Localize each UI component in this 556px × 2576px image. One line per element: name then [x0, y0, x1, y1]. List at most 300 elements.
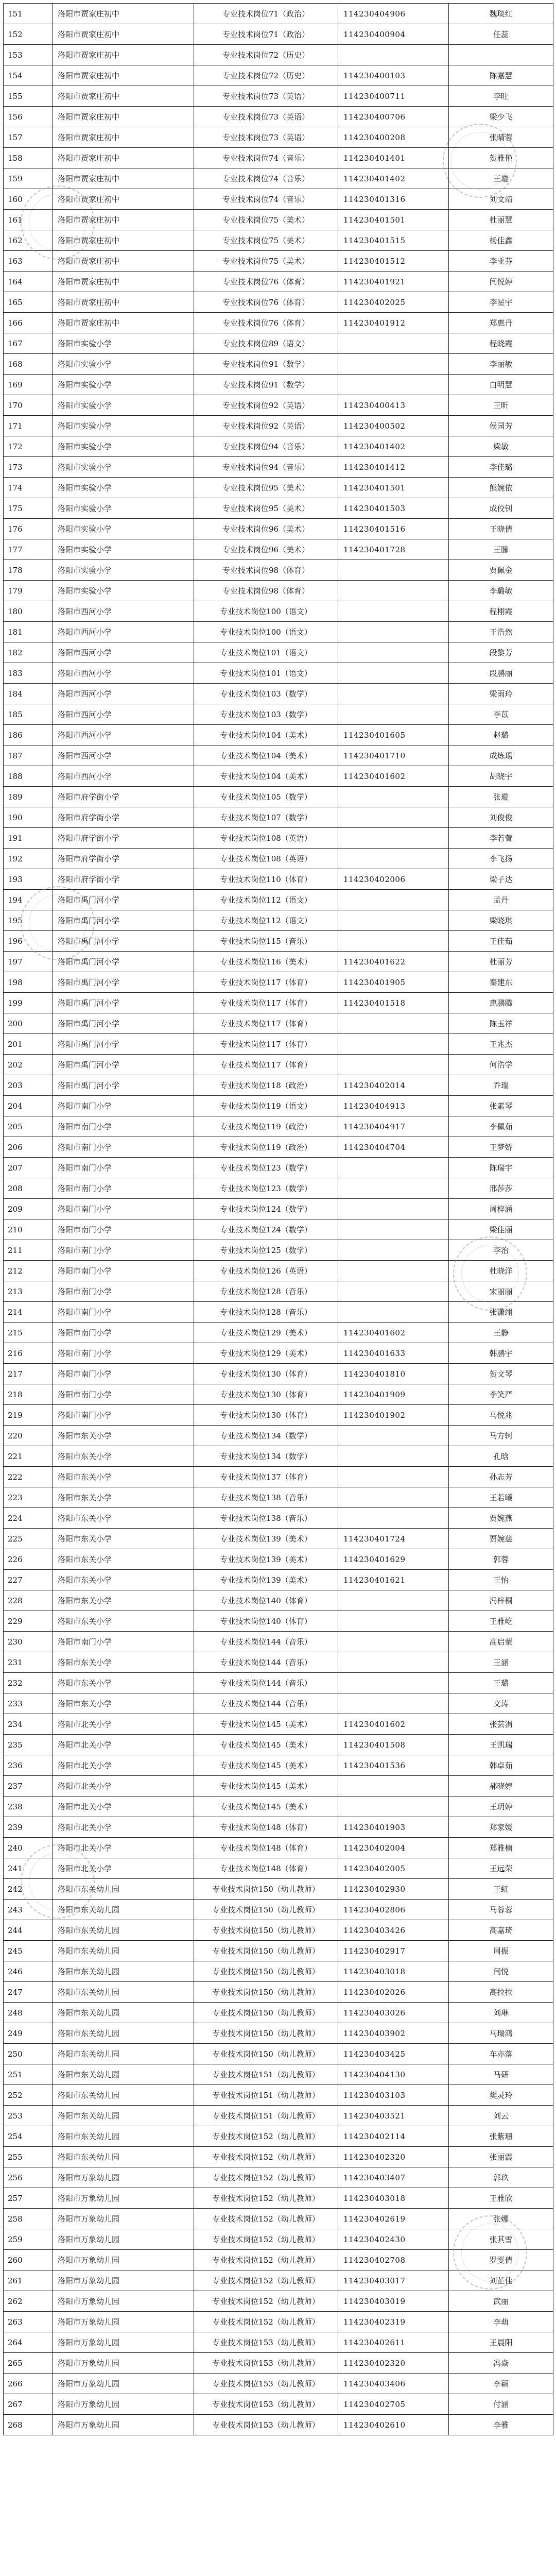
cell-post: 专业技术岗位101（语文）	[194, 642, 338, 663]
cell-name: 陈嘉慧	[449, 65, 553, 86]
cell-unit: 洛阳市南门小学	[53, 1281, 194, 1302]
cell-post: 专业技术岗位150（幼儿教师）	[194, 1879, 338, 1900]
table-row	[4, 4, 553, 24]
cell-post: 专业技术岗位151（幼儿教师）	[194, 2106, 338, 2126]
cell-no: 256	[4, 2167, 53, 2188]
cell-unit: 洛阳市西河小学	[53, 684, 194, 704]
cell-post: 专业技术岗位110（体育）	[194, 869, 338, 890]
cell-post: 专业技术岗位73（英语）	[194, 107, 338, 127]
table-row	[4, 86, 553, 107]
cell-ticket	[338, 704, 449, 725]
table-row	[4, 1199, 553, 1219]
cell-no: 197	[4, 952, 53, 972]
table-row	[4, 127, 553, 148]
cell-unit: 洛阳市贾家庄初中	[53, 292, 194, 313]
cell-post: 专业技术岗位98（体育）	[194, 560, 338, 581]
cell-name: 李旺	[449, 86, 553, 107]
cell-unit: 洛阳市实验小学	[53, 416, 194, 436]
cell-post: 专业技术岗位130（体育）	[194, 1384, 338, 1405]
cell-name: 李星宇	[449, 292, 553, 313]
cell-name: 段黎芳	[449, 642, 553, 663]
cell-ticket: 114230403019	[338, 2291, 449, 2312]
cell-unit: 洛阳市实验小学	[53, 333, 194, 354]
cell-name: 魏琰红	[449, 4, 553, 24]
cell-name: 王雅欣	[449, 2188, 553, 2209]
cell-unit: 洛阳市南门小学	[53, 1405, 194, 1426]
cell-no: 154	[4, 65, 53, 86]
table-row	[4, 1467, 553, 1487]
cell-name: 李飞扬	[449, 849, 553, 869]
cell-unit: 洛阳市贾家庄初中	[53, 251, 194, 272]
cell-ticket: 114230401728	[338, 539, 449, 560]
table-row	[4, 148, 553, 168]
cell-name: 王浩然	[449, 622, 553, 642]
cell-ticket	[338, 1034, 449, 1055]
cell-unit: 洛阳市贾家庄初中	[53, 45, 194, 65]
cell-ticket: 114230402026	[338, 1982, 449, 2003]
cell-post: 专业技术岗位125（数学）	[194, 1240, 338, 1261]
cell-unit: 洛阳市实验小学	[53, 519, 194, 539]
cell-ticket	[338, 1219, 449, 1240]
cell-name: 马研	[449, 2064, 553, 2085]
cell-post: 专业技术岗位107（数学）	[194, 807, 338, 828]
cell-ticket	[338, 1240, 449, 1261]
cell-ticket	[338, 1632, 449, 1652]
cell-no: 232	[4, 1673, 53, 1693]
cell-post: 专业技术岗位145（美术）	[194, 1714, 338, 1735]
cell-post: 专业技术岗位138（音乐）	[194, 1487, 338, 1508]
cell-no: 174	[4, 478, 53, 498]
cell-post: 专业技术岗位153（幼儿教师）	[194, 2374, 338, 2394]
cell-name: 李苡	[449, 704, 553, 725]
cell-ticket: 114230401902	[338, 1405, 449, 1426]
cell-post: 专业技术岗位145（美术）	[194, 1735, 338, 1755]
cell-post: 专业技术岗位152（幼儿教师）	[194, 2209, 338, 2229]
table-row	[4, 1570, 553, 1590]
cell-no: 151	[4, 4, 53, 24]
table-row	[4, 787, 553, 807]
cell-unit: 洛阳市南门小学	[53, 1178, 194, 1199]
cell-unit: 洛阳市万象幼儿园	[53, 2209, 194, 2229]
cell-unit: 洛阳市万象幼儿园	[53, 2332, 194, 2353]
cell-no: 155	[4, 86, 53, 107]
cell-unit: 洛阳市南门小学	[53, 1137, 194, 1158]
table-row	[4, 375, 553, 395]
cell-no: 164	[4, 272, 53, 292]
cell-post: 专业技术岗位74（音乐）	[194, 168, 338, 189]
table-row	[4, 1961, 553, 1982]
cell-post: 专业技术岗位130（体育）	[194, 1364, 338, 1384]
cell-ticket: 114230400711	[338, 86, 449, 107]
cell-post: 专业技术岗位95（美术）	[194, 478, 338, 498]
cell-post: 专业技术岗位108（英语）	[194, 849, 338, 869]
table-row	[4, 622, 553, 642]
table-row	[4, 1034, 553, 1055]
cell-no: 214	[4, 1302, 53, 1323]
cell-post: 专业技术岗位76（体育）	[194, 292, 338, 313]
cell-name: 李若萱	[449, 828, 553, 849]
cell-unit: 洛阳市禹门河小学	[53, 931, 194, 952]
cell-no: 228	[4, 1590, 53, 1611]
cell-unit: 洛阳市禹门河小学	[53, 1034, 194, 1055]
cell-no: 235	[4, 1735, 53, 1755]
table-row	[4, 45, 553, 65]
cell-name: 闫悦	[449, 1961, 553, 1982]
results-table-body	[4, 4, 553, 2435]
cell-name: 王怡	[449, 1570, 553, 1590]
cell-unit: 洛阳市南门小学	[53, 1116, 194, 1137]
cell-ticket: 114230401412	[338, 457, 449, 478]
cell-ticket	[338, 663, 449, 684]
cell-unit: 洛阳市万象幼儿园	[53, 2394, 194, 2415]
table-row	[4, 1405, 553, 1426]
cell-post: 专业技术岗位129（美术）	[194, 1323, 338, 1343]
cell-unit: 洛阳市万象幼儿园	[53, 2250, 194, 2270]
cell-unit: 洛阳市贾家庄初中	[53, 148, 194, 168]
table-row	[4, 1219, 553, 1240]
cell-unit: 洛阳市实验小学	[53, 395, 194, 416]
cell-unit: 洛阳市西河小学	[53, 745, 194, 766]
cell-ticket: 114230401710	[338, 745, 449, 766]
cell-post: 专业技术岗位96（美术）	[194, 519, 338, 539]
cell-no: 198	[4, 972, 53, 993]
cell-post: 专业技术岗位124（数学）	[194, 1199, 338, 1219]
cell-name: 张其雪	[449, 2229, 553, 2250]
cell-name: 高启蒙	[449, 1632, 553, 1652]
cell-post: 专业技术岗位152（幼儿教师）	[194, 2291, 338, 2312]
cell-no: 226	[4, 1549, 53, 1570]
cell-post: 专业技术岗位108（英语）	[194, 828, 338, 849]
cell-unit: 洛阳市东关小学	[53, 1446, 194, 1467]
cell-post: 专业技术岗位128（音乐）	[194, 1302, 338, 1323]
cell-no: 178	[4, 560, 53, 581]
cell-unit: 洛阳市东关小学	[53, 1611, 194, 1632]
cell-no: 199	[4, 993, 53, 1013]
cell-unit: 洛阳市东关小学	[53, 1487, 194, 1508]
cell-name: 王佳茹	[449, 931, 553, 952]
cell-ticket: 114230400706	[338, 107, 449, 127]
cell-post: 专业技术岗位144（音乐）	[194, 1693, 338, 1714]
cell-name: 王晓倩	[449, 519, 553, 539]
cell-ticket: 114230401903	[338, 1817, 449, 1838]
cell-post: 专业技术岗位72（历史）	[194, 45, 338, 65]
cell-no: 245	[4, 1941, 53, 1961]
cell-post: 专业技术岗位75（美术）	[194, 230, 338, 251]
cell-ticket: 114230401621	[338, 1570, 449, 1590]
cell-no: 266	[4, 2374, 53, 2394]
table-row	[4, 1941, 553, 1961]
cell-ticket	[338, 931, 449, 952]
cell-unit: 洛阳市南门小学	[53, 1240, 194, 1261]
cell-post: 专业技术岗位104（美术）	[194, 766, 338, 787]
cell-no: 159	[4, 168, 53, 189]
cell-post: 专业技术岗位100（语文）	[194, 601, 338, 622]
cell-unit: 洛阳市北关小学	[53, 1755, 194, 1776]
cell-no: 185	[4, 704, 53, 725]
cell-no: 201	[4, 1034, 53, 1055]
table-row	[4, 1632, 553, 1652]
cell-ticket: 114230401508	[338, 1735, 449, 1755]
cell-no: 240	[4, 1838, 53, 1858]
cell-ticket	[338, 787, 449, 807]
cell-post: 专业技术岗位139（美术）	[194, 1570, 338, 1590]
cell-no: 239	[4, 1817, 53, 1838]
table-row	[4, 2085, 553, 2106]
cell-unit: 洛阳市东关幼儿园	[53, 1961, 194, 1982]
cell-post: 专业技术岗位152（幼儿教师）	[194, 2312, 338, 2332]
cell-ticket	[338, 828, 449, 849]
cell-name: 刘文靖	[449, 189, 553, 210]
cell-no: 207	[4, 1158, 53, 1178]
cell-name: 杜丽芳	[449, 952, 553, 972]
cell-ticket: 114230401518	[338, 993, 449, 1013]
cell-ticket: 114230402025	[338, 292, 449, 313]
cell-unit: 洛阳市北关小学	[53, 1735, 194, 1755]
table-row	[4, 1529, 553, 1549]
cell-post: 专业技术岗位116（美术）	[194, 952, 338, 972]
table-row	[4, 910, 553, 931]
cell-no: 252	[4, 2085, 53, 2106]
cell-unit: 洛阳市万象幼儿园	[53, 2188, 194, 2209]
cell-ticket	[338, 1467, 449, 1487]
cell-no: 230	[4, 1632, 53, 1652]
cell-no: 165	[4, 292, 53, 313]
cell-unit: 洛阳市贾家庄初中	[53, 24, 194, 45]
cell-no: 204	[4, 1096, 53, 1116]
cell-name: 贺雅艳	[449, 148, 553, 168]
cell-no: 172	[4, 436, 53, 457]
table-row	[4, 272, 553, 292]
cell-ticket: 114230404917	[338, 1116, 449, 1137]
cell-ticket: 114230403018	[338, 2188, 449, 2209]
cell-unit: 洛阳市禹门河小学	[53, 993, 194, 1013]
cell-unit: 洛阳市北关小学	[53, 1714, 194, 1735]
cell-post: 专业技术岗位150（幼儿教师）	[194, 1900, 338, 1920]
cell-ticket: 114230401602	[338, 766, 449, 787]
cell-no: 193	[4, 869, 53, 890]
cell-ticket	[338, 1446, 449, 1467]
cell-no: 181	[4, 622, 53, 642]
cell-name: 惠鹏腾	[449, 993, 553, 1013]
table-row	[4, 2147, 553, 2167]
cell-ticket: 114230402005	[338, 1858, 449, 1879]
cell-no: 257	[4, 2188, 53, 2209]
table-row	[4, 2126, 553, 2147]
cell-no: 248	[4, 2003, 53, 2023]
cell-unit: 洛阳市万象幼儿园	[53, 2270, 194, 2291]
table-row	[4, 2188, 553, 2209]
cell-no: 191	[4, 828, 53, 849]
cell-no: 246	[4, 1961, 53, 1982]
cell-unit: 洛阳市南门小学	[53, 1199, 194, 1219]
cell-name: 文涛	[449, 1693, 553, 1714]
cell-ticket: 114230400502	[338, 416, 449, 436]
cell-ticket: 114230401501	[338, 210, 449, 230]
table-row	[4, 1013, 553, 1034]
cell-unit: 洛阳市东关幼儿园	[53, 1900, 194, 1920]
cell-name: 张璇	[449, 787, 553, 807]
cell-name: 付涵	[449, 2394, 553, 2415]
cell-unit: 洛阳市南门小学	[53, 1364, 194, 1384]
cell-name: 王远荣	[449, 1858, 553, 1879]
cell-ticket: 114230401503	[338, 498, 449, 519]
cell-no: 175	[4, 498, 53, 519]
cell-no: 237	[4, 1776, 53, 1797]
cell-no: 184	[4, 684, 53, 704]
cell-post: 专业技术岗位129（美术）	[194, 1343, 338, 1364]
cell-post: 专业技术岗位119（政治）	[194, 1116, 338, 1137]
cell-post: 专业技术岗位144（音乐）	[194, 1673, 338, 1693]
table-row	[4, 1776, 553, 1797]
cell-name: 孟丹	[449, 890, 553, 910]
cell-unit: 洛阳市南门小学	[53, 1384, 194, 1405]
cell-no: 238	[4, 1797, 53, 1817]
table-row	[4, 993, 553, 1013]
cell-post: 专业技术岗位152（幼儿教师）	[194, 2270, 338, 2291]
cell-no: 206	[4, 1137, 53, 1158]
cell-unit: 洛阳市贾家庄初中	[53, 86, 194, 107]
cell-no: 187	[4, 745, 53, 766]
cell-unit: 洛阳市实验小学	[53, 581, 194, 601]
cell-no: 186	[4, 725, 53, 745]
table-row	[4, 745, 553, 766]
cell-name: 程栩霞	[449, 601, 553, 622]
cell-ticket	[338, 333, 449, 354]
cell-ticket	[338, 1199, 449, 1219]
cell-name: 韩鹏宇	[449, 1343, 553, 1364]
cell-no: 176	[4, 519, 53, 539]
cell-no: 182	[4, 642, 53, 663]
cell-ticket: 114230401501	[338, 478, 449, 498]
cell-name: 梁雨玲	[449, 684, 553, 704]
cell-post: 专业技术岗位123（数学）	[194, 1158, 338, 1178]
cell-no: 183	[4, 663, 53, 684]
cell-post: 专业技术岗位105（数学）	[194, 787, 338, 807]
cell-ticket: 114230403406	[338, 2374, 449, 2394]
cell-unit: 洛阳市实验小学	[53, 560, 194, 581]
cell-ticket: 114230402004	[338, 1838, 449, 1858]
cell-ticket: 114230403017	[338, 2270, 449, 2291]
cell-unit: 洛阳市府学街小学	[53, 787, 194, 807]
cell-ticket: 114230403426	[338, 1920, 449, 1941]
cell-ticket	[338, 910, 449, 931]
table-row	[4, 2250, 553, 2270]
cell-no: 209	[4, 1199, 53, 1219]
cell-no: 221	[4, 1446, 53, 1467]
cell-ticket: 114230401536	[338, 1755, 449, 1776]
cell-post: 专业技术岗位153（幼儿教师）	[194, 2353, 338, 2374]
cell-ticket: 114230401622	[338, 952, 449, 972]
cell-no: 253	[4, 2106, 53, 2126]
cell-post: 专业技术岗位126（英语）	[194, 1261, 338, 1281]
table-row	[4, 519, 553, 539]
cell-unit: 洛阳市西河小学	[53, 622, 194, 642]
cell-name: 贺文琴	[449, 1364, 553, 1384]
cell-name: 任蕊	[449, 24, 553, 45]
cell-name: 梁子达	[449, 869, 553, 890]
table-row	[4, 2291, 553, 2312]
cell-unit: 洛阳市西河小学	[53, 663, 194, 684]
cell-name: 贾婉慈	[449, 1529, 553, 1549]
cell-unit: 洛阳市东关小学	[53, 1590, 194, 1611]
cell-name: 闫悦婷	[449, 272, 553, 292]
cell-name: 李佩茹	[449, 1116, 553, 1137]
table-row	[4, 581, 553, 601]
cell-ticket	[338, 375, 449, 395]
cell-name: 周梓涵	[449, 1199, 553, 1219]
cell-name: 高拉拉	[449, 1982, 553, 2003]
cell-no: 227	[4, 1570, 53, 1590]
cell-post: 专业技术岗位152（幼儿教师）	[194, 2229, 338, 2250]
cell-no: 161	[4, 210, 53, 230]
table-row	[4, 416, 553, 436]
cell-ticket	[338, 1508, 449, 1529]
cell-post: 专业技术岗位119（政治）	[194, 1137, 338, 1158]
cell-name: 冯梓桐	[449, 1590, 553, 1611]
table-row	[4, 2394, 553, 2415]
cell-no: 190	[4, 807, 53, 828]
table-row	[4, 1323, 553, 1343]
cell-post: 专业技术岗位151（幼儿教师）	[194, 2064, 338, 2085]
table-row	[4, 313, 553, 333]
cell-no: 200	[4, 1013, 53, 1034]
table-row	[4, 869, 553, 890]
cell-name: 侯园芳	[449, 416, 553, 436]
cell-unit: 洛阳市府学街小学	[53, 869, 194, 890]
cell-post: 专业技术岗位144（音乐）	[194, 1652, 338, 1673]
cell-unit: 洛阳市东关小学	[53, 1673, 194, 1693]
cell-ticket	[338, 581, 449, 601]
cell-post: 专业技术岗位112（语文）	[194, 890, 338, 910]
cell-no: 223	[4, 1487, 53, 1508]
cell-no: 203	[4, 1075, 53, 1096]
cell-post: 专业技术岗位72（历史）	[194, 65, 338, 86]
table-row	[4, 1755, 553, 1776]
table-row	[4, 1920, 553, 1941]
cell-ticket: 114230400413	[338, 395, 449, 416]
cell-unit: 洛阳市东关小学	[53, 1549, 194, 1570]
cell-post: 专业技术岗位117（体育）	[194, 993, 338, 1013]
cell-no: 171	[4, 416, 53, 436]
cell-ticket: 114230404704	[338, 1137, 449, 1158]
cell-post: 专业技术岗位140（体育）	[194, 1590, 338, 1611]
cell-name: 刘云	[449, 2106, 553, 2126]
cell-post: 专业技术岗位150（幼儿教师）	[194, 2003, 338, 2023]
cell-ticket	[338, 1611, 449, 1632]
cell-ticket: 114230402320	[338, 2353, 449, 2374]
cell-post: 专业技术岗位152（幼儿教师）	[194, 2147, 338, 2167]
cell-no: 173	[4, 457, 53, 478]
table-row	[4, 2106, 553, 2126]
table-row	[4, 1302, 553, 1323]
table-row	[4, 849, 553, 869]
cell-name: 梁晓琪	[449, 910, 553, 931]
cell-ticket	[338, 684, 449, 704]
table-row	[4, 436, 553, 457]
cell-ticket	[338, 1302, 449, 1323]
cell-ticket	[338, 1797, 449, 1817]
cell-name: 王若曦	[449, 1487, 553, 1508]
cell-post: 专业技术岗位145（美术）	[194, 1797, 338, 1817]
cell-name: 王璇	[449, 168, 553, 189]
cell-post: 专业技术岗位145（美术）	[194, 1755, 338, 1776]
cell-no: 195	[4, 910, 53, 931]
table-row	[4, 1838, 553, 1858]
cell-unit: 洛阳市北关小学	[53, 1797, 194, 1817]
cell-no: 162	[4, 230, 53, 251]
cell-post: 专业技术岗位92（英语）	[194, 395, 338, 416]
table-row	[4, 2003, 553, 2023]
